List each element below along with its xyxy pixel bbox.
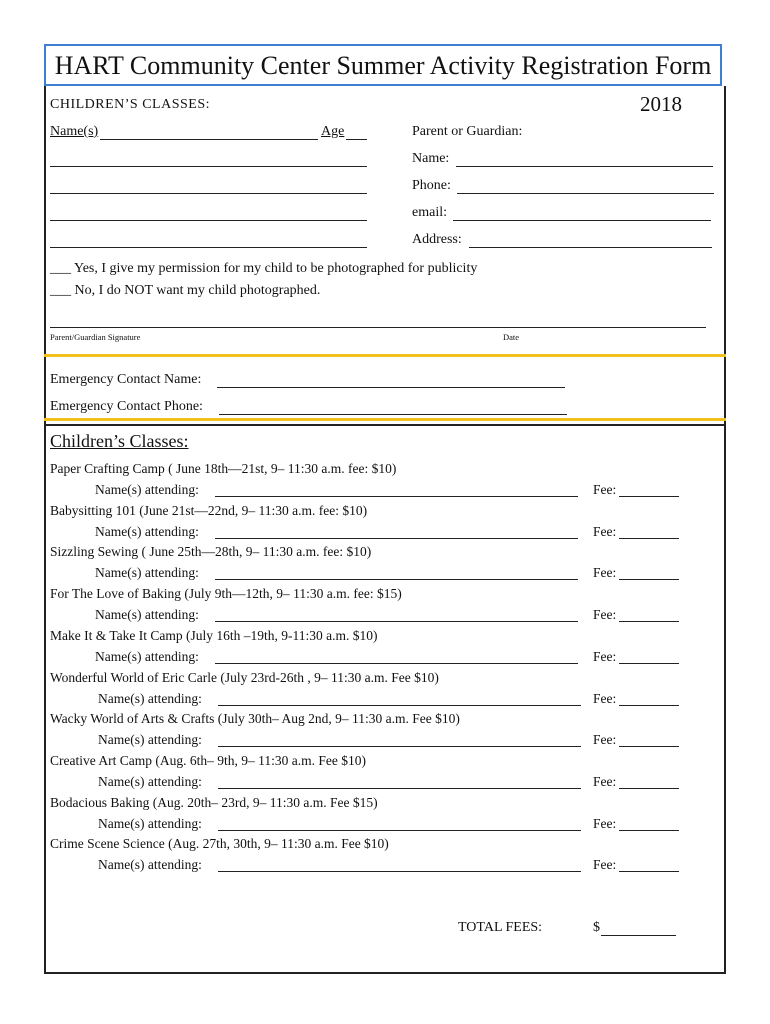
age-column-label: Age bbox=[321, 124, 345, 139]
title-box bbox=[44, 44, 722, 86]
attending-names-field[interactable] bbox=[218, 705, 581, 706]
section-divider-gold bbox=[44, 418, 726, 421]
photo-permission-yes[interactable]: ___ Yes, I give my permission for my child to be photographed for publicity bbox=[50, 261, 478, 276]
names-header-rule bbox=[100, 139, 318, 140]
fee-label: Fee: bbox=[593, 565, 617, 581]
signature-line[interactable] bbox=[50, 327, 706, 328]
guardian-phone-label: Phone: bbox=[412, 178, 451, 193]
total-fees-label: TOTAL FEES: bbox=[458, 920, 543, 935]
class-title: For The Love of Baking (July 9th—12th, 9– 11:30 a.m. fee: $15) bbox=[50, 586, 402, 602]
guardian-address-field[interactable] bbox=[469, 247, 712, 248]
total-fees-field[interactable] bbox=[601, 935, 676, 936]
attending-names-field[interactable] bbox=[218, 871, 581, 872]
signature-label: Parent/Guardian Signature bbox=[50, 332, 141, 342]
attending-names-field[interactable] bbox=[215, 538, 578, 539]
fee-field[interactable] bbox=[619, 830, 679, 831]
attending-label: Name(s) attending: bbox=[98, 690, 202, 706]
fee-label: Fee: bbox=[593, 857, 617, 873]
attending-label: Name(s) attending: bbox=[95, 482, 199, 497]
fee-field[interactable] bbox=[619, 788, 679, 789]
form-year: 2018 bbox=[640, 92, 682, 116]
attending-label: Name(s) attending: bbox=[98, 857, 202, 873]
emergency-name-field[interactable] bbox=[217, 387, 565, 388]
guardian-email-label: email: bbox=[412, 205, 447, 220]
attending-label: Name(s) attending: bbox=[95, 523, 199, 539]
section-divider-gold bbox=[44, 354, 726, 357]
attending-names-field[interactable] bbox=[215, 496, 578, 497]
form-title: HART Community Center Summer Activity Registration Form bbox=[54, 51, 712, 80]
fee-field[interactable] bbox=[619, 621, 679, 622]
date-label: Date bbox=[503, 332, 520, 342]
fee-field[interactable] bbox=[619, 871, 679, 872]
fee-label: Fee: bbox=[593, 523, 617, 539]
photo-permission-no[interactable]: ___ No, I do NOT want my child photographed. bbox=[50, 283, 321, 298]
class-title: Wacky World of Arts & Crafts (July 30th– Aug 2nd, 9– 11:30 a.m. Fee $10) bbox=[50, 711, 460, 727]
classes-heading: Children’s Classes: bbox=[50, 431, 189, 451]
class-title: Wonderful World of Eric Carle (July 23rd-26th , 9– 11:30 a.m. Fee $10) bbox=[50, 669, 439, 685]
guardian-name-field[interactable] bbox=[456, 166, 713, 167]
attending-label: Name(s) attending: bbox=[95, 565, 199, 581]
attending-label: Name(s) attending: bbox=[98, 815, 202, 831]
child-name-field[interactable] bbox=[50, 166, 367, 167]
guardian-address-label: Address: bbox=[412, 232, 462, 247]
fee-label: Fee: bbox=[593, 773, 617, 789]
guardian-heading: Parent or Guardian: bbox=[412, 124, 523, 139]
attending-label: Name(s) attending: bbox=[98, 732, 202, 748]
age-header-rule bbox=[346, 139, 367, 140]
attending-names-field[interactable] bbox=[218, 788, 581, 789]
class-title: Paper Crafting Camp ( June 18th—21st, 9– 11:30 a.m. fee: $10) bbox=[50, 461, 397, 476]
fee-label: Fee: bbox=[593, 732, 617, 748]
attending-label: Name(s) attending: bbox=[95, 648, 199, 664]
class-title: Sizzling Sewing ( June 25th—28th, 9– 11:30 a.m. fee: $10) bbox=[50, 544, 372, 560]
attending-names-field[interactable] bbox=[215, 621, 578, 622]
fee-label: Fee: bbox=[593, 648, 617, 664]
total-fees-currency: $ bbox=[593, 920, 600, 935]
fee-field[interactable] bbox=[619, 663, 679, 664]
fee-field[interactable] bbox=[619, 705, 679, 706]
children-classes-header: CHILDREN’S CLASSES: bbox=[50, 97, 211, 112]
child-name-field[interactable] bbox=[50, 193, 367, 194]
emergency-phone-label: Emergency Contact Phone: bbox=[50, 399, 203, 414]
emergency-name-label: Emergency Contact Name: bbox=[50, 372, 202, 387]
attending-names-field[interactable] bbox=[215, 663, 578, 664]
fee-label: Fee: bbox=[593, 690, 617, 706]
names-column-label: Name(s) bbox=[50, 124, 99, 139]
fee-field[interactable] bbox=[619, 746, 679, 747]
child-name-field[interactable] bbox=[50, 247, 367, 248]
attending-label: Name(s) attending: bbox=[98, 773, 202, 789]
class-title: Babysitting 101 (June 21st—22nd, 9– 11:30 a.m. fee: $10) bbox=[50, 502, 368, 518]
fee-label: Fee: bbox=[593, 482, 617, 497]
attending-names-field[interactable] bbox=[215, 579, 578, 580]
fee-field[interactable] bbox=[619, 538, 679, 539]
class-title: Make It & Take It Camp (July 16th –19th, 9-11:30 a.m. $10) bbox=[50, 627, 378, 643]
guardian-phone-field[interactable] bbox=[457, 193, 714, 194]
guardian-name-label: Name: bbox=[412, 151, 450, 166]
guardian-email-field[interactable] bbox=[453, 220, 711, 221]
class-title: Bodacious Baking (Aug. 20th– 23rd, 9– 11:30 a.m. Fee $15) bbox=[50, 794, 378, 810]
fee-label: Fee: bbox=[593, 607, 617, 623]
fee-label: Fee: bbox=[593, 815, 617, 831]
fee-field[interactable] bbox=[619, 496, 679, 497]
attending-names-field[interactable] bbox=[218, 830, 581, 831]
emergency-phone-field[interactable] bbox=[219, 414, 567, 415]
attending-names-field[interactable] bbox=[218, 746, 581, 747]
class-title: Creative Art Camp (Aug. 6th– 9th, 9– 11:30 a.m. Fee $10) bbox=[50, 752, 366, 768]
section-divider-dark bbox=[44, 424, 726, 426]
attending-label: Name(s) attending: bbox=[95, 607, 199, 623]
child-name-field[interactable] bbox=[50, 220, 367, 221]
fee-field[interactable] bbox=[619, 579, 679, 580]
class-title: Crime Scene Science (Aug. 27th, 30th, 9– 11:30 a.m. Fee $10) bbox=[50, 836, 389, 852]
